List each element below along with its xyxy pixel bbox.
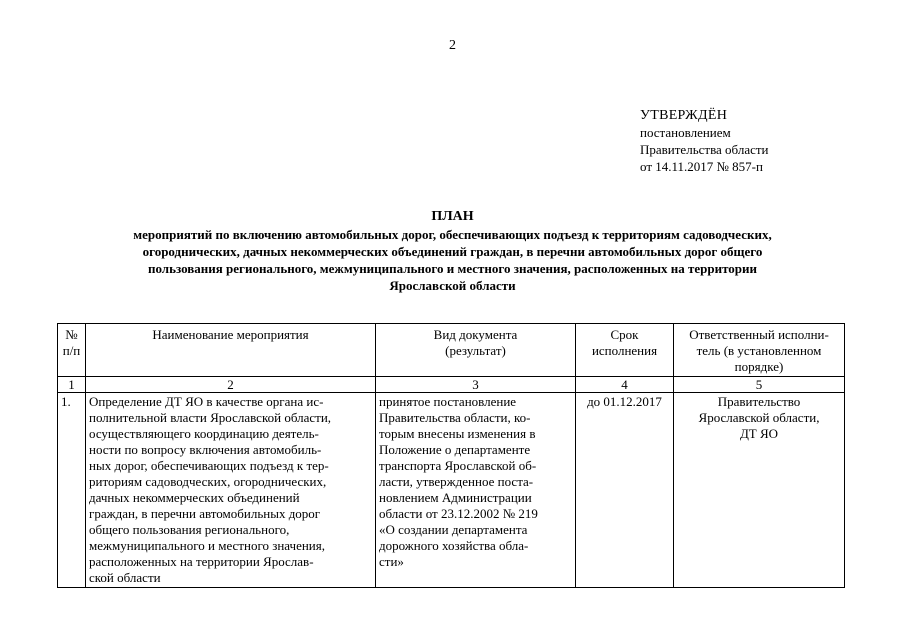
approval-line: постановлением [640, 125, 731, 140]
column-number-row [58, 377, 845, 393]
column-number: 2 [86, 377, 376, 393]
title-line: пользования регионального, межмуниципального и местного значения, расположенных на территории [147, 261, 758, 276]
approval-stamp [640, 107, 769, 175]
approval-line: Правительства области [640, 142, 769, 157]
column-number: 5 [674, 377, 845, 393]
document-title [60, 208, 845, 294]
approval-title: УТВЕРЖДЁН [640, 108, 728, 123]
header-deadline: Срок исполнения [576, 324, 674, 377]
plan-table [57, 323, 845, 588]
header-document-type: Вид документа (результат) [376, 324, 576, 377]
plan-heading: ПЛАН [431, 209, 474, 224]
title-line: огороднических, дачных некоммерческих объединений граждан, в перечни автомобильных дорог общего [142, 244, 763, 259]
column-number: 1 [58, 377, 86, 393]
page-number: 2 [449, 38, 456, 53]
row-number: 1. [58, 393, 86, 588]
title-line: Ярославской области [389, 278, 516, 293]
column-number: 3 [376, 377, 576, 393]
activity-name-cell: Определение ДТ ЯО в качестве органа ис- полнительной власти Ярославской области, осуществляющего координацию деятель- ности по вопросу включения автомобиль- ных дорог, обеспечивающих подъезд к тер- риториям садоводческих, огороднических, дачных некоммерческих объединений граждан, в перечни автомобильных дорог общего пользования регионального, межмуниципального и местного значения, расположенных на территории Ярослав- ской области [86, 393, 376, 588]
header-number: № п/п [58, 324, 86, 377]
document-type-cell: принятое постановление Правительства области, ко- торым внесены изменения в Положение о департаменте транспорта Ярославской об- ласти, утвержденное поста- новлением Администрации области от 23.12.2002 № 219 «О создании департамента дорожного хозяйства обла- сти» [376, 393, 576, 588]
responsible-cell: Правительство Ярославской области, ДТ ЯО [674, 393, 845, 588]
approval-date-line: от 14.11.2017 № 857-п [640, 159, 763, 174]
header-activity-name: Наименование мероприятия [86, 324, 376, 377]
column-number: 4 [576, 377, 674, 393]
table-header-row [58, 324, 845, 377]
table-row [58, 393, 845, 588]
deadline-cell: до 01.12.2017 [576, 393, 674, 588]
title-line: мероприятий по включению автомобильных дорог, обеспечивающих подъезд к территориям садоводческих, [133, 227, 772, 242]
header-responsible: Ответственный исполни- тель (в установленном порядке) [674, 324, 845, 377]
